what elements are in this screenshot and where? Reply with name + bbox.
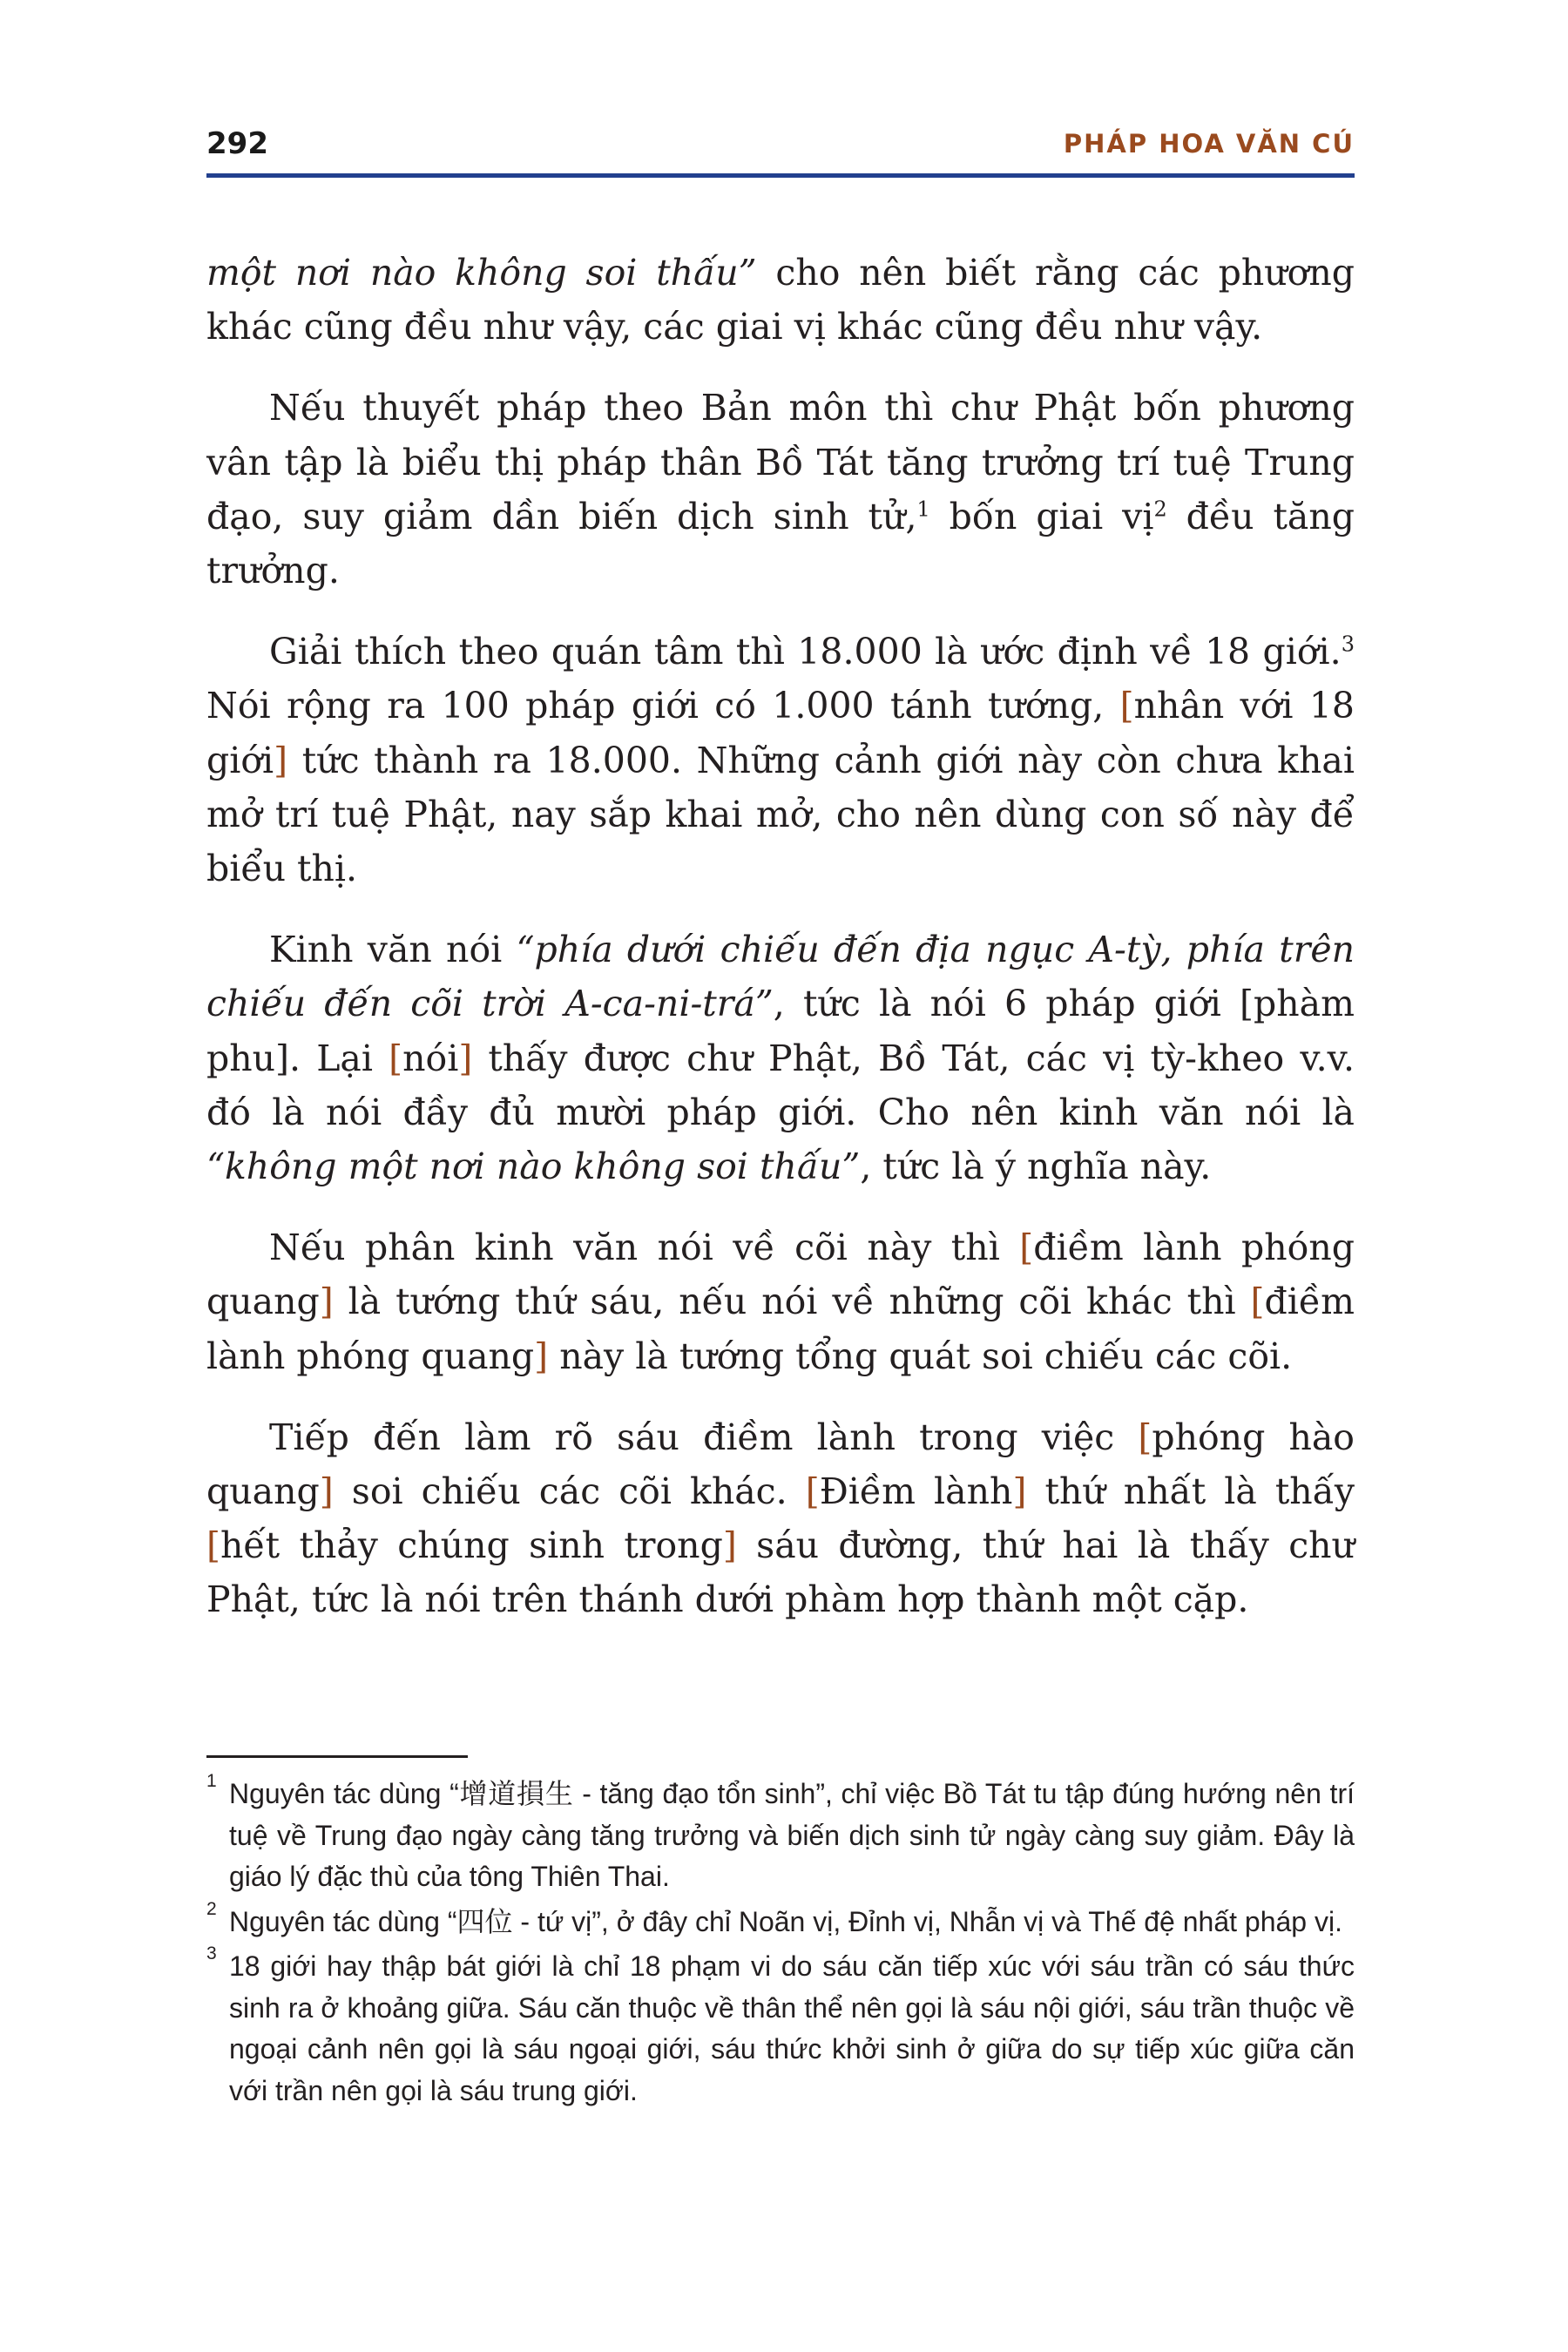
text-run: Kinh văn nói [269, 929, 517, 971]
paragraph [206, 1220, 1355, 1383]
footnote-mark: 3 [206, 1943, 217, 1963]
text-run: phóng hào quang [206, 1416, 1355, 1513]
footnote-text: Nguyên tác dùng “增道損生 - tăng đạo tổn sinh”, chỉ việc Bồ Tát tu tập đúng hướng nên trí tuệ về Trung đạo ngày càng tăng trưởng và biến dịch sinh tử ngày càng suy giảm. Đây là giáo lý đặc thù của tông Thiên Thai. [229, 1778, 1355, 1892]
text-run: nhân với 18 giới [206, 685, 1355, 781]
editorial-bracket: ] [319, 1470, 334, 1513]
text-run: thứ nhất là thấy [1026, 1470, 1355, 1513]
paragraph [206, 381, 1355, 598]
editorial-bracket: [ [389, 1037, 403, 1079]
text-run: điềm lành phóng quang [206, 1281, 1355, 1377]
book-title: PHÁP HOA VĂN CÚ [1063, 129, 1355, 159]
editorial-bracket: [ [1019, 1227, 1034, 1269]
text-run: thấy được chư Phật, Bồ Tát, các vị tỳ-kheo v.v. đó là nói đầy đủ mười pháp giới. Cho nên kinh văn nói là [206, 1037, 1355, 1133]
editorial-bracket: [ [1119, 685, 1134, 727]
text-run: là tướng thứ sáu, nếu nói về những cõi khác thì [333, 1281, 1251, 1323]
text-run: nói [402, 1037, 459, 1079]
page-number: 292 [206, 126, 268, 161]
editorial-bracket: [ [805, 1470, 820, 1513]
footnote-ref: 2 [1153, 497, 1167, 522]
text-run: sáu đường, thứ hai là thấy chư Phật, tức là nói trên thánh dưới phàm hợp thành một cặp. [206, 1524, 1355, 1621]
text-run: hết thảy chúng sinh trong [220, 1524, 723, 1567]
paragraph [206, 625, 1355, 896]
italic-quote: “không một nơi nào không soi thấu” [206, 1146, 861, 1188]
text-run: soi chiếu các cõi khác. [333, 1470, 806, 1513]
footnotes [206, 1771, 1355, 2115]
editorial-bracket: ] [1012, 1470, 1027, 1513]
text-run: tức thành ra 18.000. Những cảnh giới này còn chưa khai mở trí tuệ Phật, nay sắp khai mở, cho nên dùng con số này để biểu thị. [206, 739, 1355, 890]
italic-quote: một nơi nào không soi thấu” [206, 252, 757, 294]
editorial-bracket: [ [1250, 1281, 1265, 1323]
text-run: này là tướng tổng quát soi chiếu các cõi. [548, 1335, 1293, 1377]
footnote-separator [206, 1755, 468, 1758]
text-run: bốn giai vị [929, 495, 1154, 537]
editorial-bracket: ] [534, 1335, 549, 1377]
text-run: Điềm lành [819, 1470, 1013, 1513]
footnote [206, 1771, 1355, 1898]
text-run: đều tăng trưởng. [206, 495, 1355, 592]
text-run: cho nên biết rằng các phương khác cũng đều như vậy, các giai vị khác cũng đều như vậy. [206, 252, 1355, 348]
paragraph [206, 246, 1355, 354]
italic-quote: “phía dưới chiếu đến địa ngục A-tỳ, phía trên chiếu đến cõi trời A-ca-ni-trá” [206, 929, 1355, 1025]
footnote-mark: 2 [206, 1898, 217, 1919]
header-rule [206, 173, 1355, 178]
text-run: điềm lành phóng quang [206, 1227, 1355, 1323]
footnote-ref: 1 [916, 497, 930, 522]
text-run: Nói rộng ra 100 pháp giới có 1.000 tánh tướng, [206, 685, 1120, 727]
running-header [206, 122, 1355, 166]
footnote-text: Nguyên tác dùng “四位 - tứ vị”, ở đây chỉ Noãn vị, Đỉnh vị, Nhẫn vị và Thế đệ nhất pháp vị. [229, 1905, 1342, 1937]
paragraph [206, 1410, 1355, 1627]
text-run: , tức là ý nghĩa này. [860, 1146, 1212, 1188]
editorial-bracket: ] [458, 1037, 473, 1079]
footnote-mark: 1 [206, 1771, 217, 1791]
footnote-text: 18 giới hay thập bát giới là chỉ 18 phạm vi do sáu căn tiếp xúc với sáu trần có sáu thức sinh ra ở khoảng giữa. Sáu căn thuộc về thân thể nên gọi là sáu nội giới, sáu trần thuộc về ngoại cảnh nên gọi là sáu ngoại giới, sáu thức khởi sinh ở giữa do sự tiếp xúc giữa căn với trần nên gọi là sáu trung giới. [229, 1950, 1355, 2106]
editorial-bracket: [ [206, 1524, 220, 1567]
text-run: Giải thích theo quán tâm thì 18.000 là ước định về 18 giới. [269, 631, 1342, 673]
footnote-ref: 3 [1341, 632, 1355, 657]
editorial-bracket: ] [722, 1524, 737, 1567]
body-text [206, 246, 1355, 1654]
editorial-bracket: [ [1138, 1416, 1152, 1458]
footnote [206, 1943, 1355, 2112]
text-run: Nếu thuyết pháp theo Bản môn thì chư Phật bốn phương vân tập là biểu thị pháp thân Bồ Tát tăng trưởng trí tuệ Trung đạo, suy giảm dần biến dịch sinh tử, [206, 387, 1355, 537]
text-run: Nếu phân kinh văn nói về cõi này thì [269, 1227, 1020, 1269]
text-run: Tiếp đến làm rõ sáu điềm lành trong việc [269, 1416, 1139, 1458]
footnote [206, 1898, 1355, 1943]
editorial-bracket: ] [319, 1281, 334, 1323]
paragraph [206, 923, 1355, 1193]
editorial-bracket: ] [274, 739, 288, 781]
text-run: , tức là nói 6 pháp giới [phàm phu]. Lại [206, 983, 1355, 1079]
